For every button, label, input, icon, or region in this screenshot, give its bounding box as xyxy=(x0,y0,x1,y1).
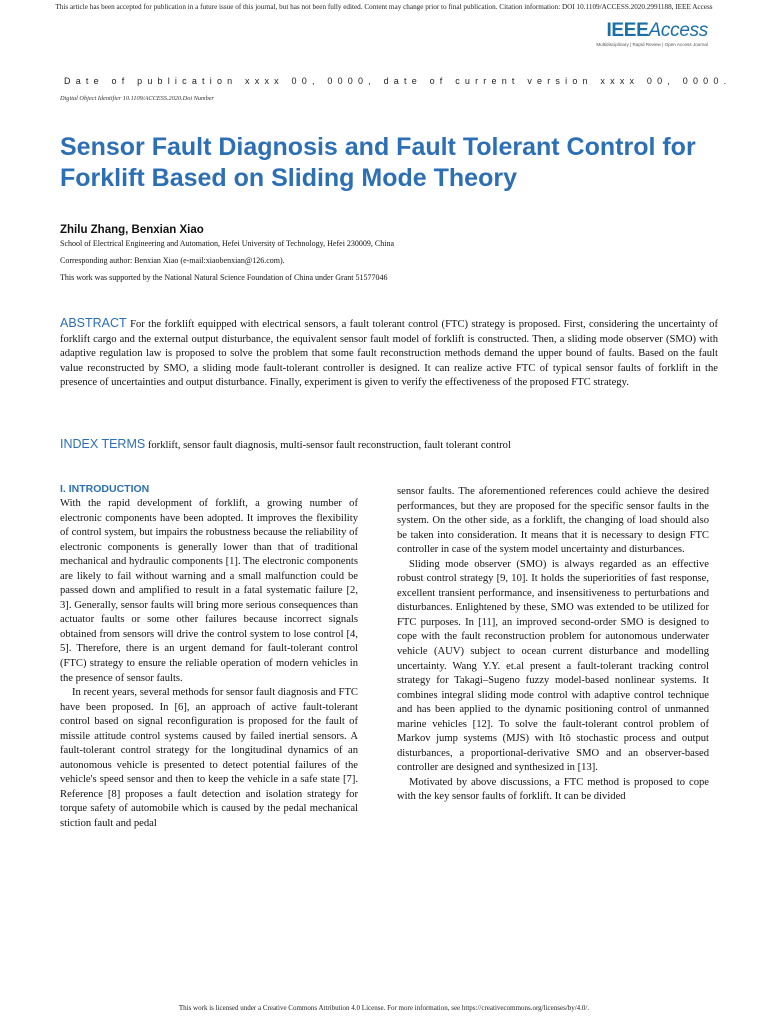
paragraph: With the rapid development of forklift, a growing number of electronic components have been adopted. It improves the flexibility of control system, but impairs the robustness because the reliability of electronic components is generally lower than that of traditional mechanical and hydraulic components [1]. The electronic components are likely to fail without warning and a small malfunction could be passed down and amplified to result in a fatal systematic failure [2, 3]. Generally, sensor faults will bring more serious consequences than actuator faults or some other failures because incorrect signals obtained from sensors will drive the control system to lose control [4, 5]. Therefore, there is an urgent demand for fault-tolerant control (FTC) strategy to ensure the reliable operation of modern vehicles in the presence of sensor faults. xyxy=(60,498,358,684)
index-terms xyxy=(60,437,511,451)
abstract xyxy=(60,316,718,391)
journal-logo-wordmark xyxy=(596,21,708,41)
paper-title: Sensor Fault Diagnosis and Fault Tolerant Control for Forklift Based on Sliding Mode Theory xyxy=(60,133,696,192)
logo-brand-access: Access xyxy=(648,20,708,41)
paragraph: In recent years, several methods for sensor fault diagnosis and FTC have been proposed. In [6], an approach of active fault-tolerant control based on signal reconfiguration is proposed for the fault of missile attitude control systems caused by failed inertial sensors. A fault-tolerant control strategy for the longitudinal dynamics of an autonomous vehicle is presented to detect potential failures of the vehicle's speed sensor and then to keep the vehicle in a safe state [7]. Reference [8] proposes a fault detection and isolation strategy for torque safety of automobile which is caused by the pedal mechanical stiction fault and pedal xyxy=(60,687,358,830)
license-footer: This work is licensed under a Creative Commons Attribution 4.0 License. For more information, see https://creativecommons.org/licenses/by/4.0/. xyxy=(178,1004,590,1012)
paragraph: sensor faults. The aforementioned references could achieve the desired performances, but they are proposed for the specific sensor faults in the system. On the other side, as a forklift, the changing of load should also be taken into consideration. It means that it is necessary to design FTC controller in case of the system model uncertainty and disturbances. xyxy=(397,486,709,556)
logo-tagline: Multidisciplinary | Rapid Review | Open Access Journal xyxy=(596,42,708,47)
publication-dates: Date of publication xxxx 00, 0000, date of current version xxxx 00, 0000. xyxy=(64,76,732,86)
paragraph: Motivated by above discussions, a FTC method is proposed to cope with the key sensor faults of forklift. It can be divided xyxy=(397,776,709,803)
logo-brand-ieee: IEEE xyxy=(606,20,649,41)
index-terms-heading: INDEX TERMS xyxy=(60,437,146,451)
left-text-column xyxy=(60,497,358,832)
author-affiliation: School of Electrical Engineering and Automation, Hefei University of Technology, Hefei 230009, China xyxy=(60,239,395,248)
doi-line: Digital Object Identifier 10.1109/ACCESS.2020.Doi Number xyxy=(60,95,214,102)
index-terms-text: forklift, sensor fault diagnosis, multi-sensor fault reconstruction, fault tolerant control xyxy=(147,440,511,451)
funding-note: This work was supported by the National Natural Science Foundation of China under Grant 51577046 xyxy=(60,273,388,282)
corresponding-author: Corresponding author: Benxian Xiao (e-mail:xiaobenxian@126.com). xyxy=(60,256,285,265)
journal-logo xyxy=(596,21,708,47)
paragraph: Sliding mode observer (SMO) is always regarded as an effective robust control strategy [9, 10]. It holds the superiorities of fast response, excellent transient performance, and insensitiveness to perturbations and disturbances. Enlightened by these, SMO was extended to be utilized for FTC purposes. In [11], an improved second-order SMO is designed to cope with the fault reconstruction problem for autonomous underwater vehicle (AUV) subject to ocean current disturbance and modelling uncertainty. Wang Y.Y. et.al present a fault-tolerant tracking control strategy for Takagi–Sugeno fuzzy model-based nonlinear systems. It combines integral sliding mode control with adaptive control technique and has been applied to the dynamic positioning control of unmanned marine vehicles [12]. To solve the fault-tolerant control problem of Markov jump systems (MJS) with Itô stochastic process and output disturbances, a proportional-derivative SMO and an observer-based controller are designed and synthesized in [13]. xyxy=(397,558,709,774)
author-list: Zhilu Zhang, Benxian Xiao xyxy=(60,224,204,236)
publication-status-banner: This article has been accepted for publication in a future issue of this journal, but has not been fully edited. Content may change prior to final publication. Citation information: DOI 10.1109/ACCESS.2020.2991188, IEEE Access xyxy=(55,3,713,11)
right-text-column xyxy=(397,485,709,805)
section-heading-introduction: I. INTRODUCTION xyxy=(60,483,150,495)
abstract-text: For the forklift equipped with electrical sensors, a fault tolerant control (FTC) strategy is proposed. First, considering the uncertainty of forklift cargo and the external output disturbance, the equivalent sensor fault model of forklift is constructed. Then, a sliding mode observer (SMO) with adaptive regulation law is proposed to solve the problem that some fault reconstruction methods demand the upper bound of faults. Based on the fault value reconstructed by SMO, a sliding mode fault-tolerant controller is designed. It can realize active FTC of typical sensor faults of forklift in the presence of uncertainties and output disturbance. Finally, experiment is given to verify the effectiveness of the proposed FTC strategy. xyxy=(60,319,718,389)
abstract-heading: ABSTRACT xyxy=(60,316,127,330)
